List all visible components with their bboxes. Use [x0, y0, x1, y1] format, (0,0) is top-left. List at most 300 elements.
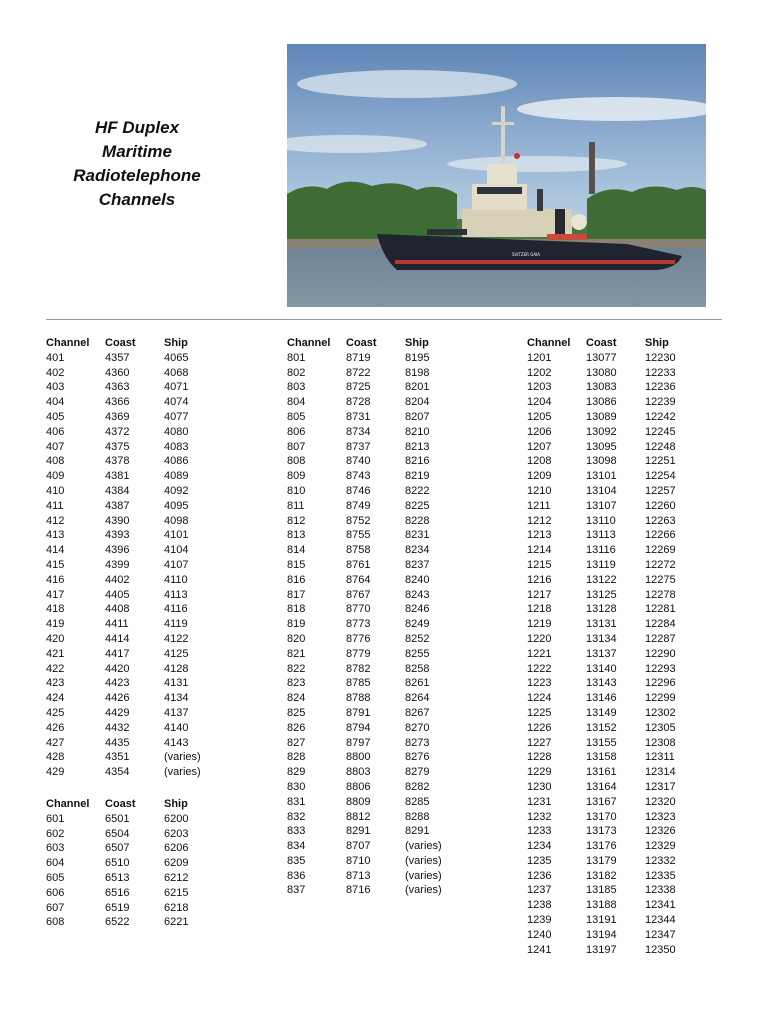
table-row [527, 913, 705, 928]
header-ship: Ship [164, 337, 188, 349]
cell-ship: 6212 [164, 871, 189, 884]
cell-coast: 13122 [586, 573, 617, 586]
cell-channel: 421 [46, 647, 65, 660]
cell-ship: 8249 [405, 618, 430, 631]
cell-ship: 12281 [645, 603, 676, 616]
cell-channel: 425 [46, 706, 65, 719]
cell-ship: 8210 [405, 425, 430, 438]
cell-ship: 4116 [164, 603, 188, 616]
cell-ship: (varies) [164, 766, 201, 779]
cell-channel: 1240 [527, 928, 552, 941]
cell-coast: 4414 [105, 632, 130, 645]
table-row [287, 854, 465, 869]
table-row [46, 617, 224, 632]
cell-channel: 1215 [527, 558, 552, 571]
cell-coast: 8707 [346, 840, 371, 853]
cell-ship: 4083 [164, 440, 189, 453]
cell-ship: 12296 [645, 677, 676, 690]
cell-ship: 12236 [645, 381, 676, 394]
cell-coast: 4435 [105, 736, 130, 749]
table-row [527, 869, 705, 884]
table-row [527, 395, 705, 410]
cell-ship: 4131 [164, 677, 189, 690]
cell-channel: 1235 [527, 854, 552, 867]
cell-ship: 12248 [645, 440, 676, 453]
table-row [527, 514, 705, 529]
cell-coast: 8749 [346, 499, 371, 512]
cell-ship: 6206 [164, 842, 189, 855]
cell-coast: 13143 [586, 677, 617, 690]
cell-channel: 410 [46, 484, 65, 497]
cell-coast: 13104 [586, 484, 617, 497]
cell-ship: 12332 [645, 854, 676, 867]
cell-ship: 12311 [645, 751, 675, 764]
table-row [287, 810, 465, 825]
cell-channel: 828 [287, 751, 306, 764]
cell-ship: 8237 [405, 558, 430, 571]
cell-channel: 1212 [527, 514, 552, 527]
cell-coast: 4351 [105, 751, 130, 764]
cell-channel: 1203 [527, 381, 552, 394]
cell-channel: 604 [46, 857, 65, 870]
cell-channel: 428 [46, 751, 65, 764]
table-row [287, 558, 465, 573]
cell-channel: 826 [287, 721, 306, 734]
table-row [46, 901, 224, 916]
cell-ship: 8207 [405, 410, 430, 423]
cell-ship: 12284 [645, 618, 676, 631]
cell-ship: 12320 [645, 795, 676, 808]
cell-ship: 4107 [164, 558, 189, 571]
title-line: Channels [98, 190, 176, 209]
table-row [527, 854, 705, 869]
table-row [46, 410, 224, 425]
cell-coast: 13149 [586, 706, 617, 719]
cell-coast: 13113 [586, 529, 616, 542]
table-row [46, 528, 224, 543]
cell-ship: 12233 [645, 366, 676, 379]
cell-ship: 12278 [645, 588, 676, 601]
cell-coast: 8782 [346, 662, 371, 675]
table-row [527, 691, 705, 706]
table-row [46, 750, 224, 765]
cell-channel: 423 [46, 677, 65, 690]
cell-coast: 8740 [346, 455, 371, 468]
cell-coast: 13092 [586, 425, 617, 438]
cell-ship: 4128 [164, 662, 189, 675]
table-row [46, 602, 224, 617]
header-ship: Ship [645, 337, 669, 349]
cell-channel: 1239 [527, 914, 552, 927]
cell-ship: 12242 [645, 410, 676, 423]
table-row [287, 484, 465, 499]
table-row [46, 558, 224, 573]
cell-ship: 8261 [405, 677, 430, 690]
table-row [527, 351, 705, 366]
cell-ship: 6215 [164, 886, 189, 899]
cell-ship: 4089 [164, 470, 189, 483]
cell-channel: 1223 [527, 677, 552, 690]
cell-coast: 13119 [586, 558, 616, 571]
table-row [46, 647, 224, 662]
cell-channel: 405 [46, 410, 65, 423]
cell-ship: 4068 [164, 366, 189, 379]
cell-channel: 414 [46, 544, 65, 557]
cell-coast: 4354 [105, 766, 130, 779]
cell-ship: 6209 [164, 857, 189, 870]
cell-coast: 13161 [586, 766, 617, 779]
cell-channel: 426 [46, 721, 65, 734]
cell-ship: 12341 [645, 899, 676, 912]
cell-ship: 4074 [164, 396, 189, 409]
table-row [46, 856, 224, 871]
cell-coast: 13077 [586, 351, 617, 364]
cell-channel: 1214 [527, 544, 552, 557]
cell-ship: 8231 [405, 529, 430, 542]
cell-ship: (varies) [405, 840, 442, 853]
table-row [527, 425, 705, 440]
header-coast: Coast [586, 337, 617, 349]
cell-coast: 4408 [105, 603, 130, 616]
table-row [287, 869, 465, 884]
cell-ship: 12335 [645, 869, 676, 882]
cell-channel: 1225 [527, 706, 552, 719]
cell-channel: 813 [287, 529, 306, 542]
cell-channel: 412 [46, 514, 65, 527]
cell-ship: 8240 [405, 573, 430, 586]
cell-channel: 808 [287, 455, 306, 468]
table-body [287, 351, 465, 898]
cell-coast: 13170 [586, 810, 617, 823]
table-row [527, 736, 705, 751]
cell-channel: 825 [287, 706, 306, 719]
table-row [46, 366, 224, 381]
cell-channel: 1237 [527, 884, 552, 897]
table-row [527, 943, 705, 958]
cell-coast: 6522 [105, 916, 130, 929]
table-row [46, 841, 224, 856]
cell-ship: 8216 [405, 455, 430, 468]
table-row [46, 499, 224, 514]
table-header [287, 336, 465, 351]
cell-channel: 418 [46, 603, 65, 616]
table-row [287, 632, 465, 647]
cell-coast: 4390 [105, 514, 130, 527]
cell-ship: 4071 [164, 381, 189, 394]
cell-channel: 429 [46, 766, 65, 779]
page-title [48, 116, 226, 212]
cell-channel: 1224 [527, 692, 552, 705]
cell-ship: 4110 [164, 573, 188, 586]
table-row [287, 425, 465, 440]
cell-ship: 8273 [405, 736, 430, 749]
cell-coast: 8803 [346, 766, 371, 779]
cell-channel: 806 [287, 425, 306, 438]
cell-coast: 13083 [586, 381, 617, 394]
cell-channel: 403 [46, 381, 65, 394]
cell-channel: 1238 [527, 899, 552, 912]
table-row [527, 676, 705, 691]
cell-ship: 12293 [645, 662, 676, 675]
table-row [46, 514, 224, 529]
cell-ship: 4104 [164, 544, 189, 557]
cell-channel: 818 [287, 603, 306, 616]
cell-ship: 12230 [645, 351, 676, 364]
cell-coast: 8758 [346, 544, 371, 557]
cell-channel: 422 [46, 662, 65, 675]
cell-coast: 4357 [105, 351, 130, 364]
cell-ship: 8225 [405, 499, 430, 512]
cell-coast: 6510 [105, 857, 130, 870]
cell-ship: 12314 [645, 766, 676, 779]
header-coast: Coast [346, 337, 377, 349]
cell-channel: 827 [287, 736, 306, 749]
table-row [46, 395, 224, 410]
table-row [287, 573, 465, 588]
cell-ship: 8270 [405, 721, 430, 734]
cell-coast: 8713 [346, 869, 371, 882]
cell-channel: 836 [287, 869, 306, 882]
cell-channel: 606 [46, 886, 65, 899]
cell-channel: 804 [287, 396, 306, 409]
cell-channel: 607 [46, 901, 65, 914]
cell-coast: 13116 [586, 544, 616, 557]
cell-coast: 4429 [105, 706, 130, 719]
cell-channel: 833 [287, 825, 306, 838]
table-row [287, 617, 465, 632]
cell-channel: 417 [46, 588, 65, 601]
channel-table-8mhz [287, 336, 465, 898]
header-coast: Coast [105, 337, 136, 349]
cell-ship: 12269 [645, 544, 676, 557]
cell-coast: 13182 [586, 869, 617, 882]
cell-channel: 402 [46, 366, 65, 379]
table-row [287, 528, 465, 543]
cell-coast: 13194 [586, 928, 617, 941]
cell-coast: 13089 [586, 410, 617, 423]
cell-channel: 419 [46, 618, 65, 631]
cell-ship: 8252 [405, 632, 430, 645]
cell-ship: 6203 [164, 827, 189, 840]
table-row [46, 588, 224, 603]
table-row [527, 499, 705, 514]
cell-coast: 13173 [586, 825, 617, 838]
cell-coast: 13185 [586, 884, 617, 897]
cell-ship: 4143 [164, 736, 189, 749]
cell-coast: 4417 [105, 647, 130, 660]
cell-coast: 8719 [346, 351, 371, 364]
cell-coast: 6519 [105, 901, 130, 914]
cell-channel: 1216 [527, 573, 552, 586]
table-row [46, 886, 224, 901]
cell-ship: 4065 [164, 351, 189, 364]
table-row [527, 632, 705, 647]
cell-ship: 6218 [164, 901, 189, 914]
header-channel: Channel [46, 798, 90, 810]
cell-channel: 820 [287, 632, 306, 645]
table-header [46, 797, 224, 812]
table-row [287, 676, 465, 691]
table-row [527, 617, 705, 632]
cell-channel: 601 [46, 812, 65, 825]
cell-channel: 404 [46, 396, 65, 409]
header-coast: Coast [105, 798, 136, 810]
cell-ship: 4140 [164, 721, 189, 734]
table-row [527, 721, 705, 736]
cell-ship: 12350 [645, 943, 676, 956]
cell-ship: 8264 [405, 692, 430, 705]
table-row [527, 573, 705, 588]
table-row [527, 662, 705, 677]
table-row [287, 351, 465, 366]
cell-coast: 8291 [346, 825, 371, 838]
cell-channel: 824 [287, 692, 306, 705]
cell-ship: 8291 [405, 825, 430, 838]
cell-ship: (varies) [405, 869, 442, 882]
cell-channel: 1219 [527, 618, 552, 631]
table-row [527, 824, 705, 839]
cell-channel: 831 [287, 795, 306, 808]
cell-channel: 810 [287, 484, 306, 497]
table-row [46, 827, 224, 842]
table-row [527, 528, 705, 543]
cell-coast: 8743 [346, 470, 371, 483]
cell-coast: 8767 [346, 588, 371, 601]
cell-coast: 8773 [346, 618, 371, 631]
cell-coast: 4402 [105, 573, 130, 586]
cell-ship: 12254 [645, 470, 676, 483]
cell-channel: 1218 [527, 603, 552, 616]
cell-coast: 4363 [105, 381, 130, 394]
table-row [527, 810, 705, 825]
cell-coast: 4411 [105, 618, 129, 631]
table-row [287, 514, 465, 529]
cell-channel: 1210 [527, 484, 552, 497]
cell-channel: 819 [287, 618, 306, 631]
table-row [46, 543, 224, 558]
cell-coast: 8800 [346, 751, 371, 764]
cell-coast: 13155 [586, 736, 617, 749]
cell-coast: 8755 [346, 529, 371, 542]
table-row [287, 750, 465, 765]
cell-ship: 8258 [405, 662, 430, 675]
cell-ship: 8267 [405, 706, 430, 719]
cell-channel: 829 [287, 766, 306, 779]
cell-channel: 415 [46, 558, 65, 571]
cell-coast: 6507 [105, 842, 130, 855]
cell-ship: 12338 [645, 884, 676, 897]
cell-channel: 1204 [527, 396, 552, 409]
table-row [287, 380, 465, 395]
cell-coast: 13095 [586, 440, 617, 453]
cell-channel: 1213 [527, 529, 552, 542]
cell-ship: 8201 [405, 381, 430, 394]
table-row [287, 824, 465, 839]
table-row [527, 898, 705, 913]
table-row [287, 662, 465, 677]
table-row [46, 454, 224, 469]
table-row [287, 736, 465, 751]
cell-coast: 4426 [105, 692, 130, 705]
cell-channel: 834 [287, 840, 306, 853]
channel-table-6mhz [46, 797, 224, 930]
cell-ship: 12239 [645, 396, 676, 409]
cell-coast: 4396 [105, 544, 130, 557]
cell-channel: 1227 [527, 736, 552, 749]
header-ship: Ship [164, 798, 188, 810]
table-row [46, 915, 224, 930]
cell-coast: 4375 [105, 440, 130, 453]
cell-coast: 8746 [346, 484, 371, 497]
cell-coast: 13128 [586, 603, 617, 616]
table-row [287, 706, 465, 721]
cell-ship: (varies) [164, 751, 201, 764]
table-row [46, 440, 224, 455]
cell-ship: 8276 [405, 751, 430, 764]
divider [46, 319, 722, 320]
title-line: HF Duplex [94, 118, 180, 137]
cell-channel: 1228 [527, 751, 552, 764]
header-channel: Channel [527, 337, 571, 349]
cell-channel: 823 [287, 677, 306, 690]
cell-channel: 1231 [527, 795, 552, 808]
table-row [527, 440, 705, 455]
cell-coast: 4366 [105, 396, 130, 409]
cell-ship: 12302 [645, 706, 676, 719]
cell-channel: 1236 [527, 869, 552, 882]
cell-ship: 12305 [645, 721, 676, 734]
cell-channel: 602 [46, 827, 65, 840]
channel-table-4mhz [46, 336, 224, 780]
cell-coast: 8764 [346, 573, 371, 586]
cell-ship: 8288 [405, 810, 430, 823]
cell-ship: (varies) [405, 854, 442, 867]
cell-coast: 13197 [586, 943, 617, 956]
cell-channel: 816 [287, 573, 306, 586]
cell-coast: 4384 [105, 484, 130, 497]
tugboat-photo [287, 44, 706, 307]
cell-coast: 4372 [105, 425, 130, 438]
cell-channel: 809 [287, 470, 306, 483]
cell-ship: 4092 [164, 484, 189, 497]
cell-ship: 4086 [164, 455, 189, 468]
cell-channel: 812 [287, 514, 306, 527]
cell-channel: 1201 [527, 351, 552, 364]
cell-coast: 6513 [105, 871, 130, 884]
cell-ship: 8246 [405, 603, 430, 616]
cell-channel: 406 [46, 425, 65, 438]
cell-channel: 1221 [527, 647, 552, 660]
table-row [46, 573, 224, 588]
cell-ship: 4113 [164, 588, 188, 601]
table-row [527, 883, 705, 898]
table-row [527, 543, 705, 558]
cell-ship: 12347 [645, 928, 676, 941]
cell-ship: 12251 [645, 455, 676, 468]
cell-coast: 8779 [346, 647, 371, 660]
cell-channel: 832 [287, 810, 306, 823]
cell-channel: 814 [287, 544, 306, 557]
cell-channel: 424 [46, 692, 65, 705]
title-line: Radiotelephone [73, 166, 201, 185]
cell-coast: 8725 [346, 381, 371, 394]
cell-channel: 1220 [527, 632, 552, 645]
cell-channel: 413 [46, 529, 65, 542]
cell-channel: 1222 [527, 662, 552, 675]
table-row [287, 765, 465, 780]
cell-channel: 1232 [527, 810, 552, 823]
table-row [46, 691, 224, 706]
